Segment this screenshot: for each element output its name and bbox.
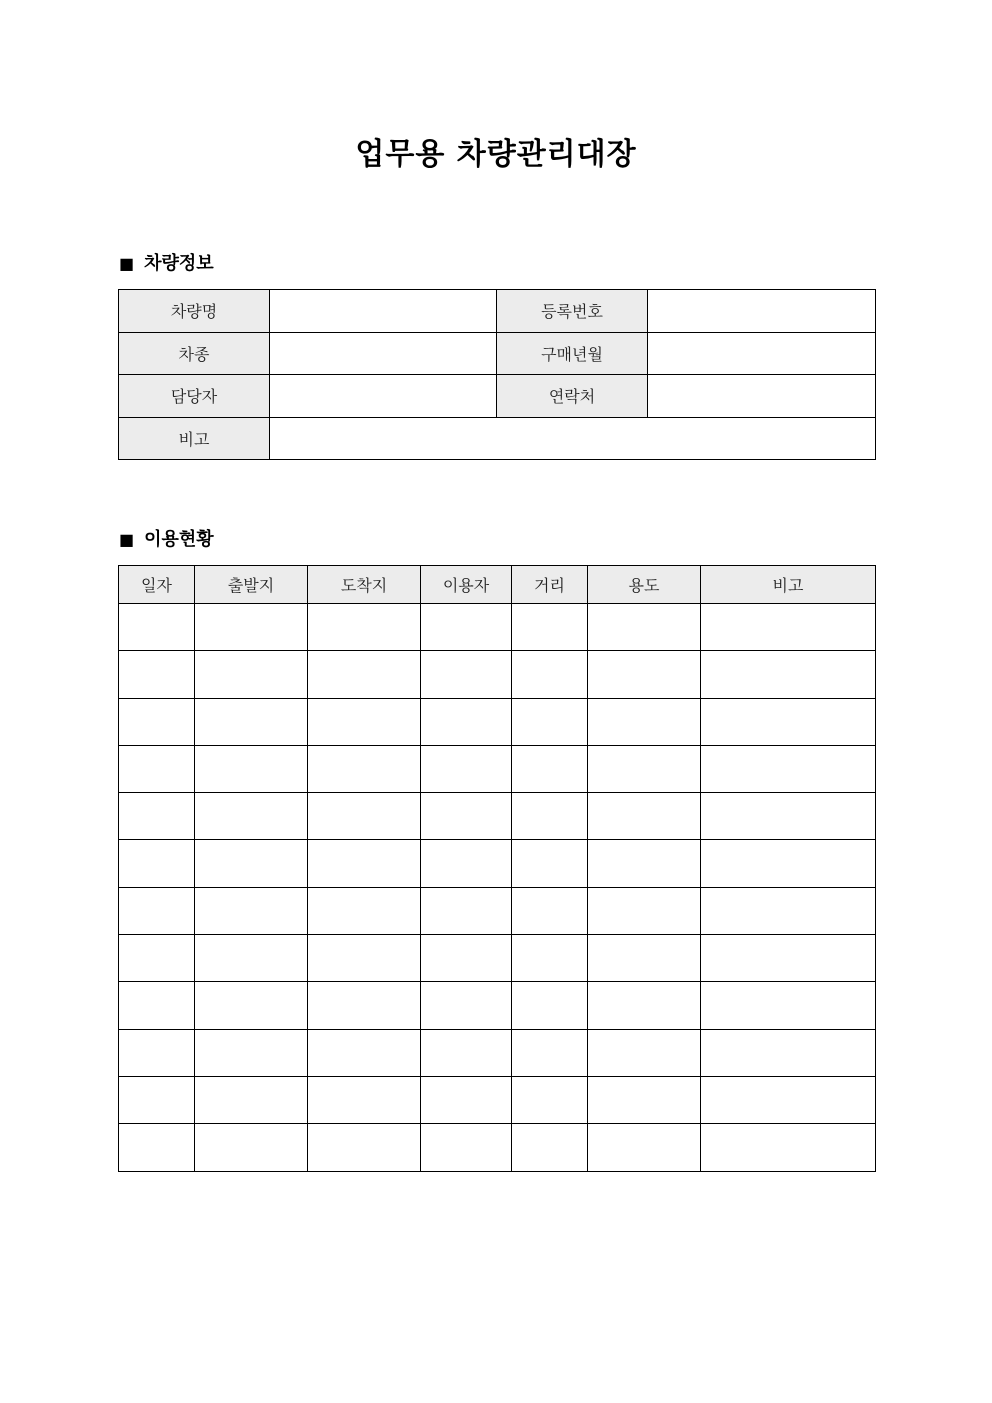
- date-cell[interactable]: [119, 745, 195, 792]
- column-header-date: 일자: [119, 566, 195, 604]
- table-row: [119, 1076, 876, 1123]
- user-cell[interactable]: [421, 982, 512, 1029]
- date-cell[interactable]: [119, 840, 195, 887]
- table-header-row: [119, 566, 876, 604]
- distance-cell[interactable]: [512, 793, 588, 840]
- distance-cell[interactable]: [512, 935, 588, 982]
- departure-cell[interactable]: [195, 604, 308, 651]
- purpose-cell[interactable]: [588, 1029, 701, 1076]
- purpose-cell[interactable]: [588, 793, 701, 840]
- purchase-date-field[interactable]: [648, 332, 876, 375]
- departure-cell[interactable]: [195, 840, 308, 887]
- vehicle-info-table: [118, 289, 876, 460]
- departure-cell[interactable]: [195, 745, 308, 792]
- distance-cell[interactable]: [512, 651, 588, 698]
- column-header-remarks: 비고: [701, 566, 876, 604]
- destination-cell[interactable]: [308, 935, 421, 982]
- departure-cell[interactable]: [195, 1124, 308, 1171]
- purpose-cell[interactable]: [588, 745, 701, 792]
- table-row: [119, 698, 876, 745]
- departure-cell[interactable]: [195, 1076, 308, 1123]
- purpose-cell[interactable]: [588, 1124, 701, 1171]
- user-cell[interactable]: [421, 698, 512, 745]
- vehicle-type-field[interactable]: [270, 332, 497, 375]
- date-cell[interactable]: [119, 604, 195, 651]
- destination-cell[interactable]: [308, 887, 421, 934]
- remarks-cell[interactable]: [701, 793, 876, 840]
- user-cell[interactable]: [421, 1124, 512, 1171]
- vehicle-info-heading-label: 차량정보: [144, 253, 214, 274]
- table-row: [119, 982, 876, 1029]
- distance-cell[interactable]: [512, 1029, 588, 1076]
- departure-cell[interactable]: [195, 793, 308, 840]
- remarks-cell[interactable]: [701, 840, 876, 887]
- remarks-cell[interactable]: [701, 745, 876, 792]
- destination-cell[interactable]: [308, 651, 421, 698]
- contact-field[interactable]: [648, 375, 876, 418]
- page-title: 업무용 차량관리대장: [355, 137, 637, 172]
- remarks-cell[interactable]: [701, 887, 876, 934]
- user-cell[interactable]: [421, 745, 512, 792]
- table-row: [119, 1029, 876, 1076]
- table-row: [119, 887, 876, 934]
- departure-cell[interactable]: [195, 651, 308, 698]
- date-cell[interactable]: [119, 651, 195, 698]
- departure-cell[interactable]: [195, 887, 308, 934]
- distance-cell[interactable]: [512, 1076, 588, 1123]
- purpose-cell[interactable]: [588, 887, 701, 934]
- date-cell[interactable]: [119, 1076, 195, 1123]
- remarks-cell[interactable]: [701, 935, 876, 982]
- departure-cell[interactable]: [195, 935, 308, 982]
- distance-cell[interactable]: [512, 1124, 588, 1171]
- table-row: [119, 840, 876, 887]
- user-cell[interactable]: [421, 935, 512, 982]
- table-row: [119, 651, 876, 698]
- distance-cell[interactable]: [512, 887, 588, 934]
- registration-number-field[interactable]: [648, 290, 876, 333]
- destination-cell[interactable]: [308, 745, 421, 792]
- table-row: [119, 604, 876, 651]
- table-row: [119, 375, 876, 418]
- usage-status-heading: [119, 528, 214, 552]
- remarks-cell[interactable]: [701, 1076, 876, 1123]
- table-row: [119, 290, 876, 333]
- purpose-cell[interactable]: [588, 935, 701, 982]
- remarks-label: 비고: [119, 417, 270, 460]
- distance-cell[interactable]: [512, 745, 588, 792]
- destination-cell[interactable]: [308, 793, 421, 840]
- remarks-field[interactable]: [270, 417, 876, 460]
- user-cell[interactable]: [421, 840, 512, 887]
- purpose-cell[interactable]: [588, 1076, 701, 1123]
- table-row: [119, 745, 876, 792]
- destination-cell[interactable]: [308, 982, 421, 1029]
- distance-cell[interactable]: [512, 604, 588, 651]
- remarks-cell[interactable]: [701, 604, 876, 651]
- column-header-distance: 거리: [512, 566, 588, 604]
- column-header-destination: 도착지: [308, 566, 421, 604]
- remarks-cell[interactable]: [701, 698, 876, 745]
- column-header-purpose: 용도: [588, 566, 701, 604]
- purpose-cell[interactable]: [588, 651, 701, 698]
- user-cell[interactable]: [421, 651, 512, 698]
- table-row: [119, 935, 876, 982]
- user-cell[interactable]: [421, 1029, 512, 1076]
- user-cell[interactable]: [421, 1076, 512, 1123]
- distance-cell[interactable]: [512, 840, 588, 887]
- remarks-cell[interactable]: [701, 982, 876, 1029]
- vehicle-name-label: 차량명: [119, 290, 270, 333]
- square-bullet-icon: ■: [119, 530, 135, 549]
- distance-cell[interactable]: [512, 982, 588, 1029]
- purpose-cell[interactable]: [588, 982, 701, 1029]
- departure-cell[interactable]: [195, 1029, 308, 1076]
- column-header-departure: 출발지: [195, 566, 308, 604]
- remarks-cell[interactable]: [701, 651, 876, 698]
- distance-cell[interactable]: [512, 698, 588, 745]
- remarks-cell[interactable]: [701, 1124, 876, 1171]
- destination-cell[interactable]: [308, 698, 421, 745]
- registration-number-label: 등록번호: [497, 290, 648, 333]
- destination-cell[interactable]: [308, 1124, 421, 1171]
- destination-cell[interactable]: [308, 604, 421, 651]
- table-row: [119, 1124, 876, 1171]
- purpose-cell[interactable]: [588, 840, 701, 887]
- purpose-cell[interactable]: [588, 604, 701, 651]
- vehicle-name-field[interactable]: [270, 290, 497, 333]
- departure-cell[interactable]: [195, 982, 308, 1029]
- vehicle-type-label: 차종: [119, 332, 270, 375]
- usage-log-body: [119, 604, 876, 1172]
- destination-cell[interactable]: [308, 840, 421, 887]
- usage-status-heading-label: 이용현황: [144, 529, 214, 550]
- date-cell[interactable]: [119, 698, 195, 745]
- user-cell[interactable]: [421, 793, 512, 840]
- table-row: [119, 332, 876, 375]
- purchase-date-label: 구매년월: [497, 332, 648, 375]
- destination-cell[interactable]: [308, 1029, 421, 1076]
- date-cell[interactable]: [119, 982, 195, 1029]
- manager-label: 담당자: [119, 375, 270, 418]
- square-bullet-icon: ■: [119, 254, 135, 273]
- date-cell[interactable]: [119, 935, 195, 982]
- destination-cell[interactable]: [308, 1076, 421, 1123]
- date-cell[interactable]: [119, 887, 195, 934]
- date-cell[interactable]: [119, 793, 195, 840]
- user-cell[interactable]: [421, 604, 512, 651]
- date-cell[interactable]: [119, 1029, 195, 1076]
- manager-field[interactable]: [270, 375, 497, 418]
- remarks-cell[interactable]: [701, 1029, 876, 1076]
- vehicle-info-heading: [119, 252, 214, 276]
- user-cell[interactable]: [421, 887, 512, 934]
- departure-cell[interactable]: [195, 698, 308, 745]
- date-cell[interactable]: [119, 1124, 195, 1171]
- column-header-user: 이용자: [421, 566, 512, 604]
- usage-log-table: [118, 565, 876, 1172]
- table-row: [119, 793, 876, 840]
- table-row: [119, 417, 876, 460]
- contact-label: 연락처: [497, 375, 648, 418]
- purpose-cell[interactable]: [588, 698, 701, 745]
